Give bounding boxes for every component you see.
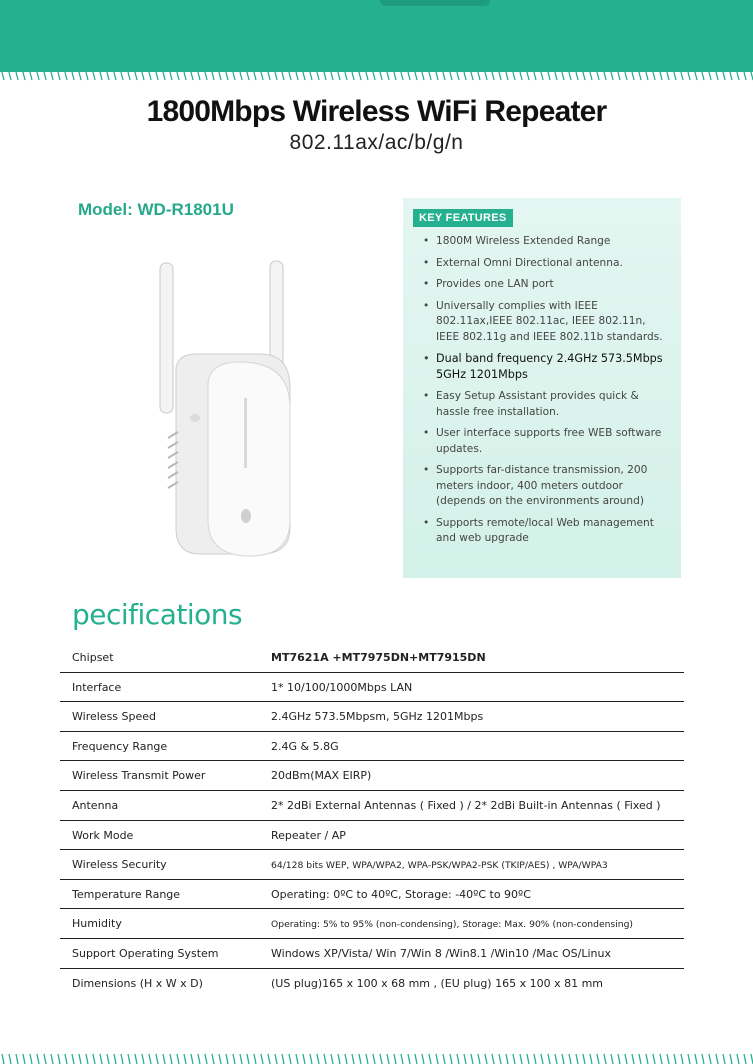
feature-item: • Dual band frequency 2.4GHz 573.5Mbps 5GHz 1201Mbps <box>421 351 667 383</box>
spec-value: MT7621A +MT7975DN+MT7915DN <box>271 651 486 664</box>
top-fringe-decoration <box>0 72 753 82</box>
page-subtitle: 802.11ax/ac/b/g/n <box>289 131 464 154</box>
spec-key: Support Operating System <box>72 946 219 960</box>
spec-value: Repeater / AP <box>271 828 346 842</box>
table-row <box>60 850 684 880</box>
table-row <box>60 702 684 732</box>
bottom-fringe-decoration <box>0 1052 753 1064</box>
spec-key: Antenna <box>72 798 119 812</box>
key-features-label: KEY FEATURES <box>413 209 513 227</box>
header-band <box>0 0 753 72</box>
feature-item: • User interface supports free WEB software updates. <box>421 426 667 457</box>
feature-item: • Supports far-distance transmission, 200 meters indoor, 400 meters outdoor (depends on the environments around) <box>421 463 667 510</box>
table-row <box>60 643 684 673</box>
feature-item: • External Omni Directional antenna. <box>421 256 667 272</box>
spec-key: Wireless Speed <box>72 710 157 724</box>
header-notch <box>380 0 490 6</box>
table-row <box>60 761 684 791</box>
specifications-table <box>60 643 684 997</box>
spec-value: 2* 2dBi External Antennas ( Fixed ) / 2* 2dBi Built-in Antennas ( Fixed ) <box>271 798 661 812</box>
repeater-product-image <box>150 258 310 558</box>
spec-key: Temperature Range <box>72 887 181 901</box>
table-row <box>60 732 684 762</box>
feature-item: • Universally complies with IEEE 802.11ax,IEEE 802.11ac, IEEE 802.11n, IEEE 802.11g and IEEE 802.11b standards. <box>421 299 667 346</box>
page-title: 1800Mbps Wireless WiFi Repeater <box>146 95 607 128</box>
feature-item: • Provides one LAN port <box>421 277 667 293</box>
key-features-list <box>421 234 667 553</box>
spec-value: Windows XP/Vista/ Win 7/Win 8 /Win8.1 /Win10 /Mac OS/Linux <box>271 946 612 960</box>
spec-value: 1* 10/100/1000Mbps LAN <box>271 680 413 694</box>
table-row <box>60 939 684 969</box>
spec-value: 2.4G & 5.8G <box>271 739 339 753</box>
table-row <box>60 821 684 851</box>
spec-key: Chipset <box>72 651 114 664</box>
feature-item: • Easy Setup Assistant provides quick & hassle free installation. <box>421 389 667 420</box>
spec-value: 64/128 bits WEP, WPA/WPA2, WPA-PSK/WPA2-PSK (TKIP/AES) , WPA/WPA3 <box>271 860 608 872</box>
spec-key: Interface <box>72 680 122 694</box>
table-row <box>60 880 684 910</box>
spec-key: Humidity <box>72 917 122 931</box>
table-row <box>60 791 684 821</box>
table-row <box>60 909 684 939</box>
model-number: Model: WD-R1801U <box>78 200 234 219</box>
spec-value: 2.4GHz 573.5Mbpsm, 5GHz 1201Mbps <box>271 710 484 724</box>
spec-key: Wireless Transmit Power <box>72 769 206 783</box>
table-row <box>60 969 684 998</box>
spec-key: Work Mode <box>72 828 134 842</box>
specifications-heading: pecifications <box>72 598 243 631</box>
spec-key: Frequency Range <box>72 739 168 753</box>
feature-item: • 1800M Wireless Extended Range <box>421 234 667 250</box>
spec-key: Dimensions (H x W x D) <box>72 976 203 990</box>
spec-value: Operating: 0ºC to 40ºC, Storage: -40ºC to 90ºC <box>271 887 531 901</box>
spec-value: 20dBm(MAX EIRP) <box>271 769 372 783</box>
spec-key: Wireless Security <box>72 858 167 872</box>
key-features-panel <box>403 198 681 578</box>
spec-value: (US plug)165 x 100 x 68 mm , (EU plug) 165 x 100 x 81 mm <box>271 976 604 990</box>
table-row <box>60 673 684 703</box>
spec-value: Operating: 5% to 95% (non-condensing), Storage: Max. 90% (non-condensing) <box>271 919 634 931</box>
feature-item: • Supports remote/local Web management and web upgrade <box>421 516 667 547</box>
